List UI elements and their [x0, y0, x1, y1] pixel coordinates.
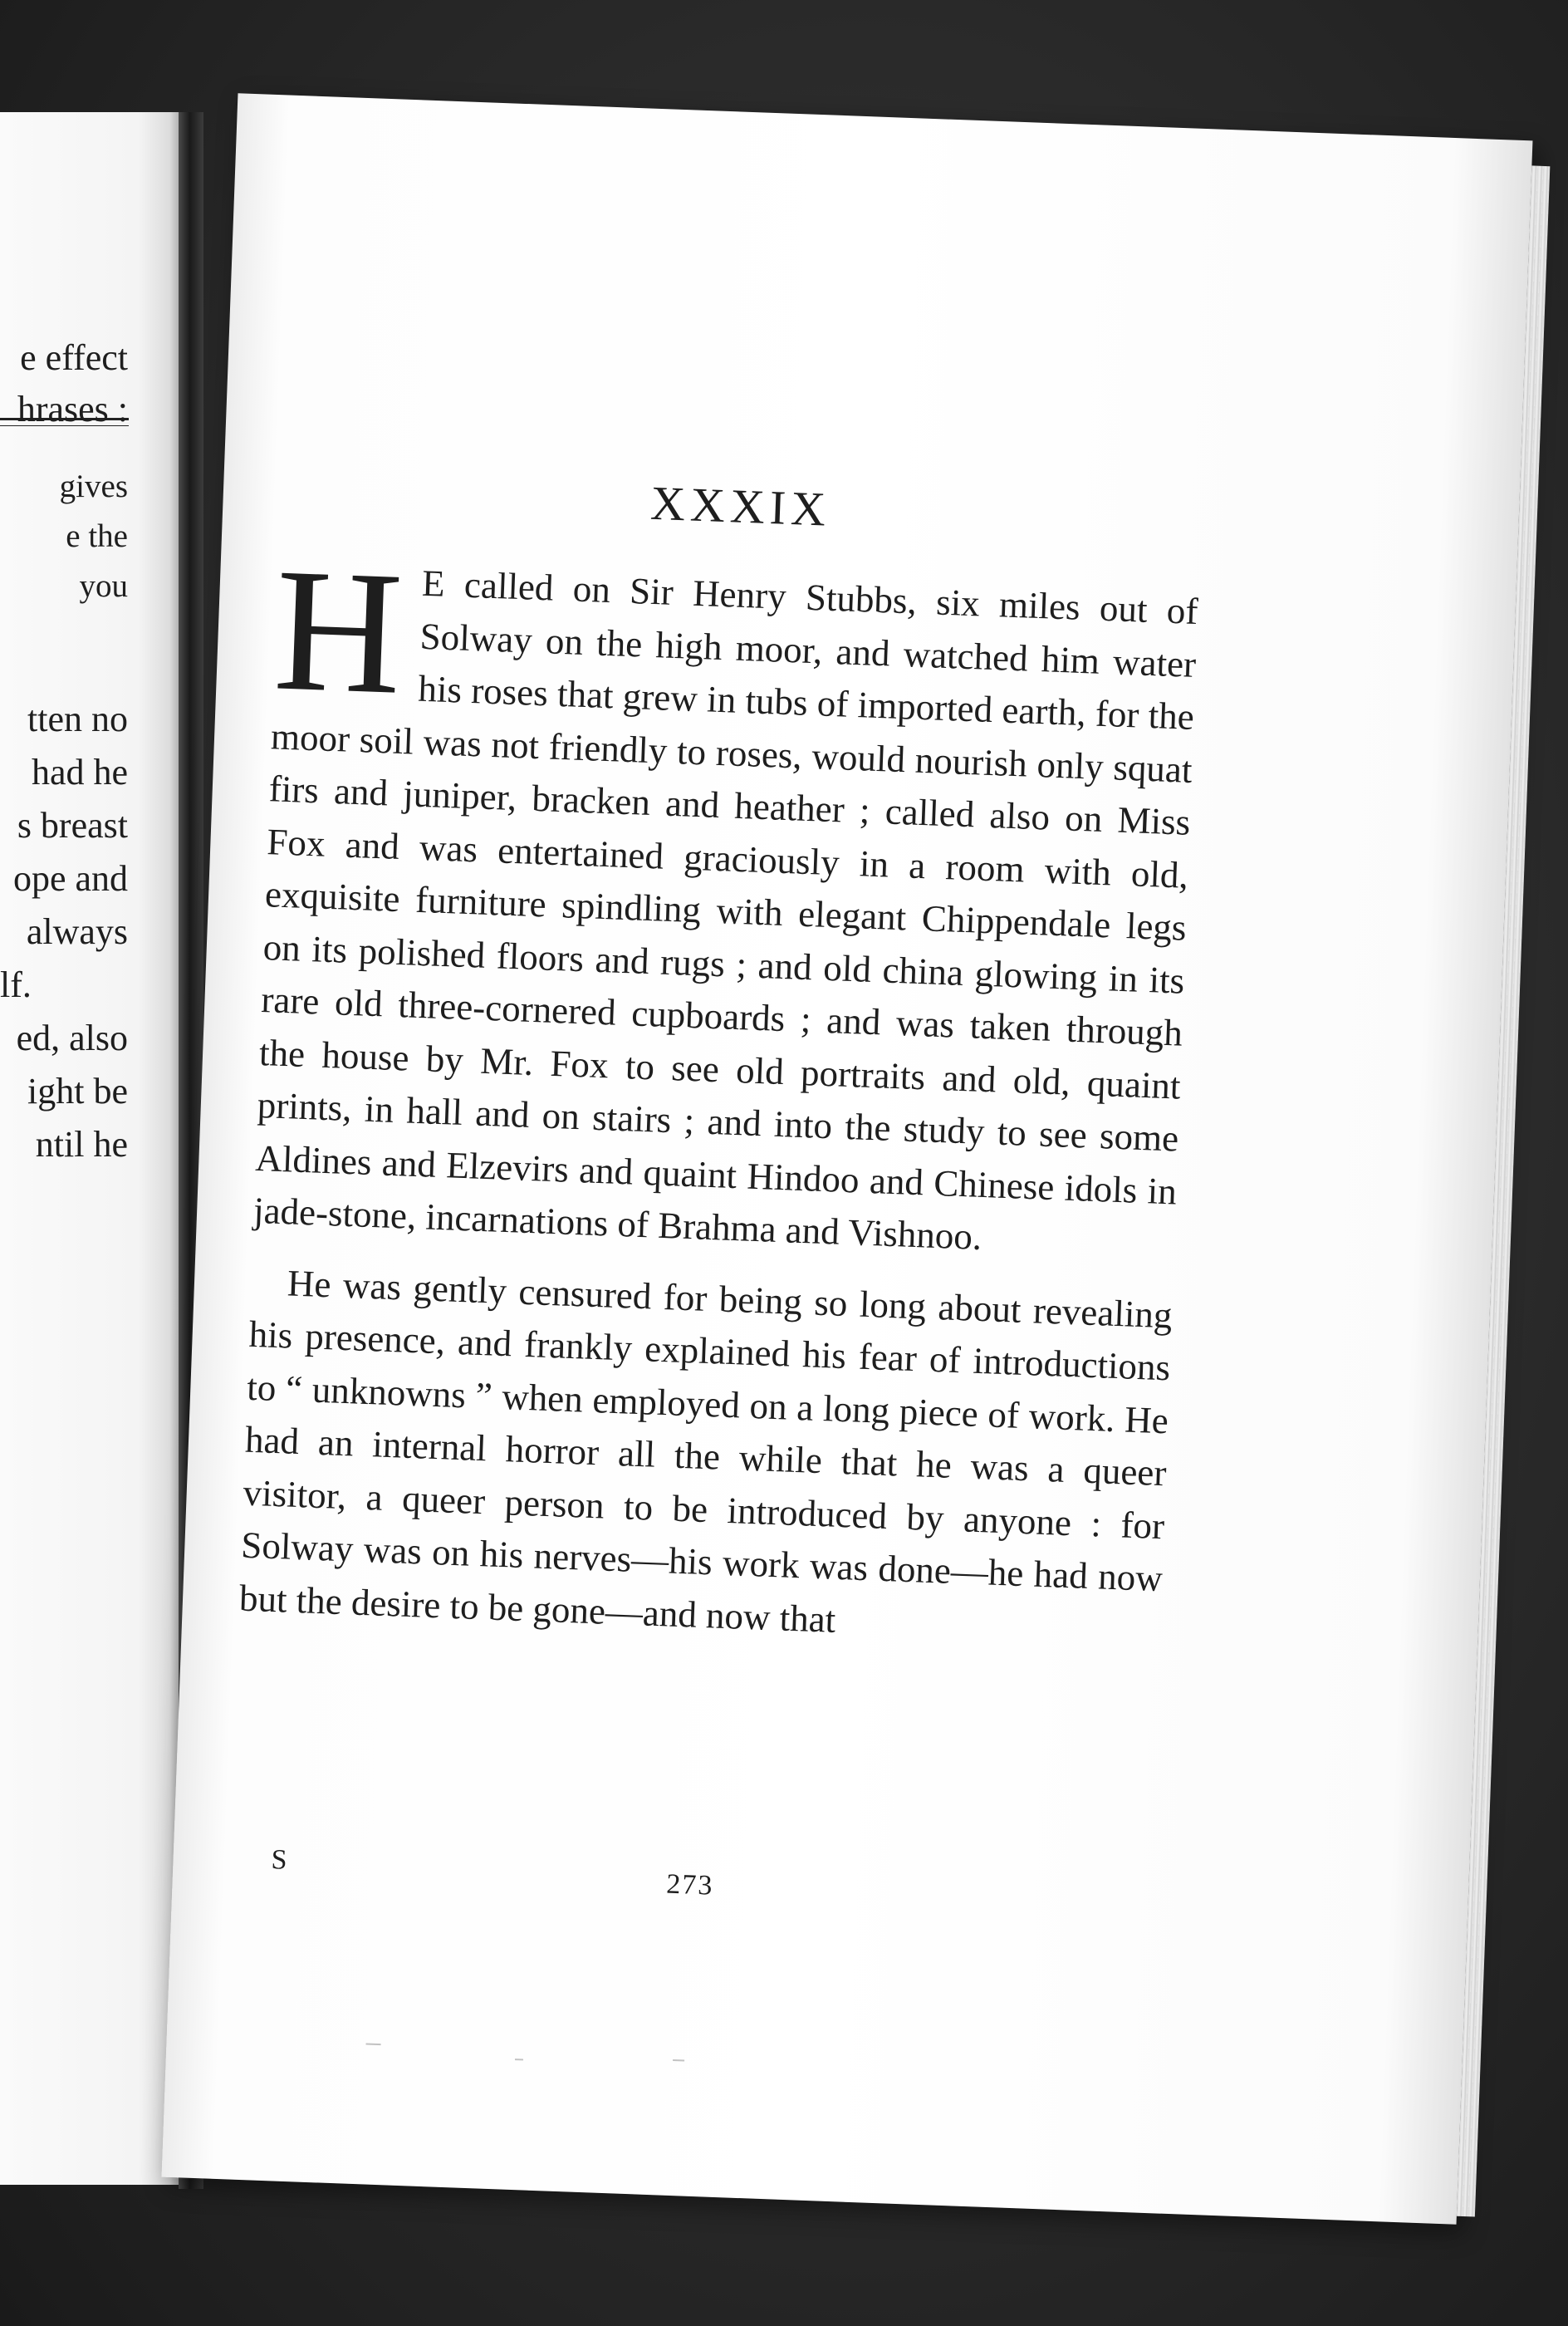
left-line: lf.: [0, 964, 32, 1005]
scan-speck: [515, 2059, 523, 2060]
right-page: [162, 93, 1533, 2224]
scan-speck: [366, 2043, 381, 2045]
page-footer: [228, 1843, 1151, 1918]
left-facing-page: [0, 112, 184, 2185]
scan-speck: [673, 2059, 684, 2062]
drop-cap: H: [271, 531, 406, 731]
left-line: had he: [31, 752, 128, 793]
paragraph-1: [252, 531, 1199, 1271]
left-line: hrases :: [17, 389, 128, 429]
left-line: you: [79, 568, 128, 604]
left-line: e effect: [20, 337, 128, 378]
paragraph-2: He was gently censured for being so long about revealing his presence, and frankly explained his fear of introductions to “ unknowns ” when employed on a long piece of work. He had an internal horror all the while that he was a queer visitor, a queer person to be introduced by anyone : for Solway was on his nerves—his work was done—he had now but the desire to be gone—and now that: [238, 1261, 1174, 1641]
left-line: always: [26, 911, 128, 952]
left-line: ight be: [27, 1071, 128, 1111]
left-line: ntil he: [35, 1124, 128, 1165]
signature-mark: S: [270, 1844, 288, 1876]
left-line: ed, also: [16, 1018, 128, 1058]
page-number: 273: [665, 1868, 714, 1902]
left-line: s breast: [17, 805, 128, 846]
left-line: gives: [59, 469, 128, 504]
paragraph-1-text: E called on Sir Henry Stubbs, six miles out of Solway on the high moor, and watched him water his roses that grew in tubs of imported earth, for the moor soil was not friendly to roses, would nourish only squat firs and juniper, bracken and heather ; called also on Miss Fox and was entertained graciously in a room with old, exquisite furniture spindling with elegant Chippendale legs on its polished floors and rugs ; and old china glowing in its rare old three-cornered cupboards ; and was taken through the house by Mr. Fox to see old portraits and old, quaint prints, in hall and on stairs ; and into the study to see some Aldines and Elzevirs and quaint Hindoo and Chinese idols in jade-stone, incarnations of Brahma and Vishnoo.: [252, 562, 1199, 1258]
left-line: ope and: [12, 858, 128, 899]
page-text-block: [238, 460, 1203, 1658]
chapter-title: XXXIX: [649, 475, 832, 537]
left-line: e the: [66, 518, 128, 554]
left-line: tten no: [27, 699, 128, 739]
